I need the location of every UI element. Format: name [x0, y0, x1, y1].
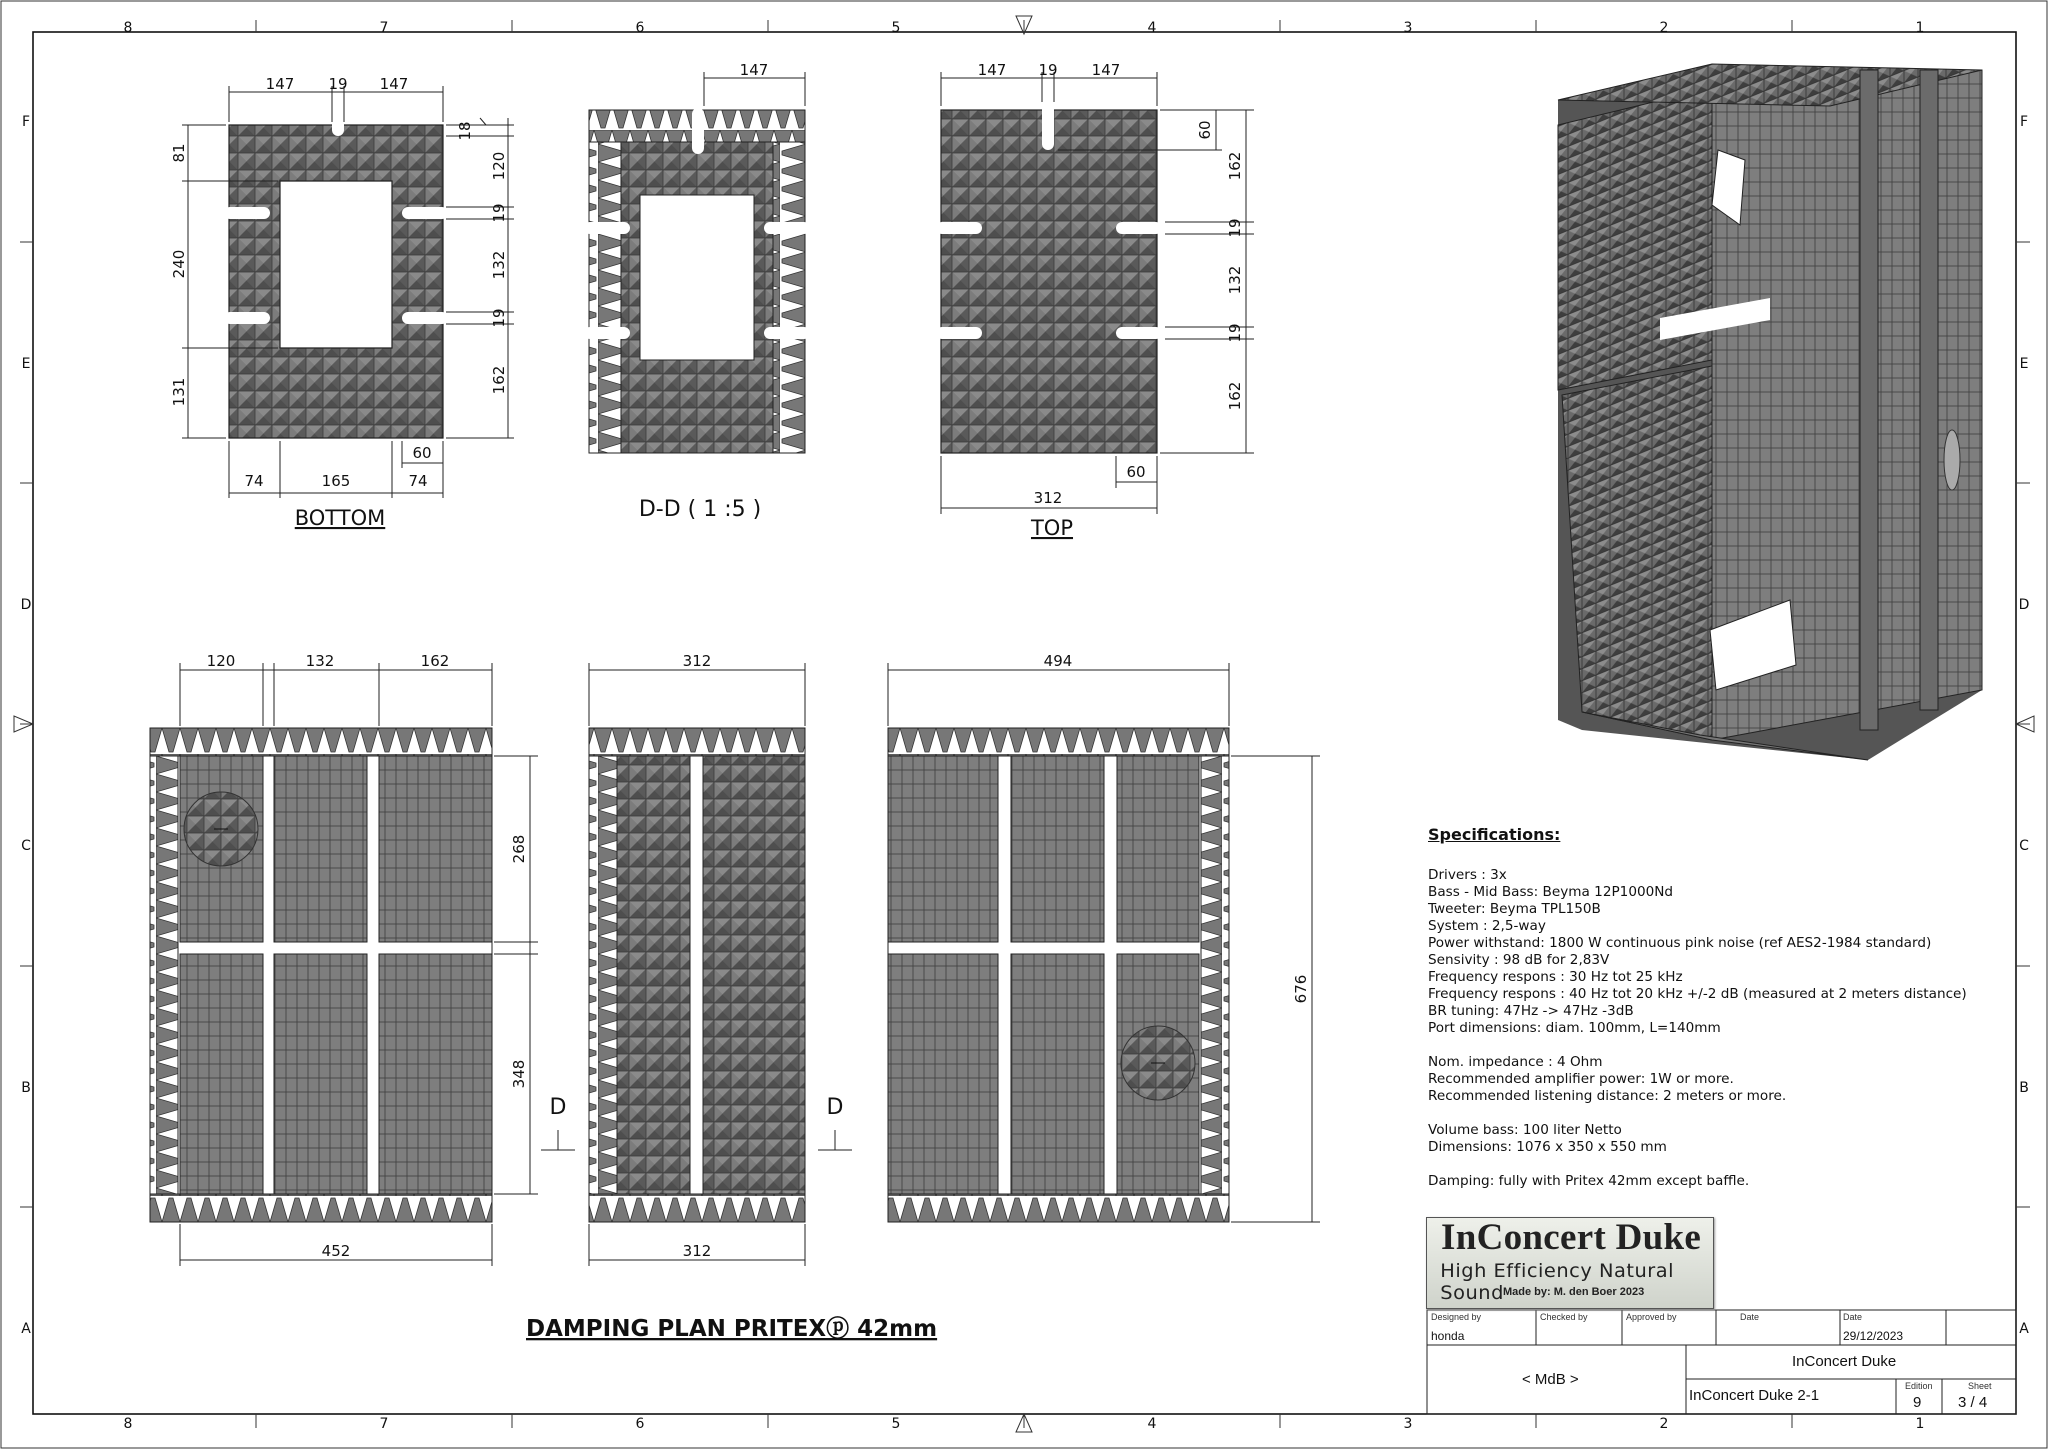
- section-marker: D: [549, 1095, 567, 1120]
- spec-line: Port dimensions: diam. 100mm, L=140mm: [1428, 1020, 1721, 1036]
- date-label: Date: [1740, 1312, 1760, 1322]
- approved-by-label: Approved by: [1626, 1312, 1677, 1322]
- spec-line: BR tuning: 47Hz -> 47Hz -3dB: [1428, 1003, 1634, 1019]
- col-label: 4: [1147, 20, 1157, 36]
- top-view: [936, 61, 1254, 540]
- dim-label: 147: [977, 61, 1007, 79]
- brand-logo: [1426, 1217, 1714, 1309]
- row-label: C: [21, 838, 31, 854]
- dim-label: 19: [1226, 323, 1244, 343]
- dim-label: 74: [244, 472, 264, 490]
- spec-line: Frequency respons : 30 Hz tot 25 kHz: [1428, 969, 1683, 985]
- dim-label: 60: [1126, 463, 1146, 481]
- view-label: BOTTOM: [294, 506, 386, 530]
- dim-label: 19: [1226, 218, 1244, 238]
- col-label: 8: [123, 1416, 133, 1432]
- col-label: 1: [1915, 1416, 1925, 1432]
- spec-line: System : 2,5-way: [1428, 918, 1546, 934]
- dim-label: 268: [510, 834, 528, 864]
- row-label: E: [21, 356, 31, 372]
- dim-label: 131: [170, 377, 188, 407]
- view-label: TOP: [1030, 516, 1074, 540]
- dim-label: 60: [412, 444, 432, 462]
- dim-label: 132: [305, 652, 335, 670]
- logo-tagline: High Efficiency Natural Sound: [1440, 1260, 1675, 1304]
- drawing-title-value: InConcert Duke: [1792, 1353, 1897, 1370]
- dim-label: 240: [170, 249, 188, 279]
- logo-name: InConcert Duke: [1441, 1217, 1702, 1258]
- sheet-label: Sheet: [1968, 1381, 1992, 1391]
- dim-label: 74: [408, 472, 428, 490]
- row-label: D: [20, 597, 32, 613]
- dim-label: 162: [490, 365, 508, 395]
- dim-label: 147: [265, 75, 295, 93]
- drawing-title: DAMPING PLAN PRITEXⓟ 42mm: [526, 1316, 938, 1342]
- spec-line: Frequency respons : 40 Hz tot 20 kHz +/-2 dB (measured at 2 meters distance): [1428, 986, 1967, 1002]
- row-label: B: [21, 1080, 31, 1096]
- dim-label: 676: [1292, 974, 1310, 1004]
- dim-label: 312: [1033, 489, 1063, 507]
- dim-label: 18: [456, 121, 474, 141]
- col-label: 2: [1659, 20, 1669, 36]
- dim-label: 19: [1038, 61, 1058, 79]
- designed-by-value: honda: [1431, 1329, 1465, 1343]
- dim-label: 81: [170, 143, 188, 163]
- spec-line: Volume bass: 100 liter Netto: [1428, 1122, 1622, 1138]
- logo-made-by: Made by: M. den Boer 2023: [1503, 1286, 1645, 1298]
- row-label: A: [21, 1321, 31, 1337]
- front-left-view: [150, 652, 538, 1266]
- spec-line: Dimensions: 1076 x 350 x 550 mm: [1428, 1139, 1667, 1155]
- dim-label: 19: [328, 75, 348, 93]
- date-value: 29/12/2023: [1843, 1329, 1904, 1343]
- view-label: D-D ( 1 :5 ): [638, 497, 762, 522]
- specs-heading: Specifications:: [1428, 825, 1561, 844]
- dim-label: 147: [1091, 61, 1121, 79]
- col-label: 2: [1659, 1416, 1669, 1432]
- col-label: 6: [635, 1416, 645, 1432]
- section-marker: D: [826, 1095, 844, 1120]
- dim-label: 165: [321, 472, 351, 490]
- spec-line: Recommended amplifier power: 1W or more.: [1428, 1071, 1734, 1087]
- front-right-view: [888, 652, 1320, 1222]
- dim-label: 147: [379, 75, 409, 93]
- dim-label: 312: [682, 1242, 712, 1260]
- dim-label: 19: [490, 203, 508, 223]
- row-label: A: [2019, 1321, 2029, 1337]
- col-label: 3: [1403, 1416, 1413, 1432]
- dim-label: 132: [490, 250, 508, 280]
- edition-value: 9: [1913, 1394, 1922, 1411]
- col-label: 6: [635, 20, 645, 36]
- col-label: 8: [123, 20, 133, 36]
- col-label: 5: [891, 20, 901, 36]
- bottom-view: [170, 75, 514, 530]
- col-label: 4: [1147, 1416, 1157, 1432]
- sheet-value: 3 / 4: [1958, 1394, 1988, 1411]
- dim-label: 452: [321, 1242, 351, 1260]
- spec-line: Damping: fully with Pritex 42mm except baffle.: [1428, 1173, 1750, 1189]
- front-middle-view: [541, 652, 852, 1266]
- dim-label: 312: [682, 652, 712, 670]
- col-label: 7: [379, 20, 389, 36]
- edition-label: Edition: [1905, 1381, 1933, 1391]
- dim-label: 162: [420, 652, 450, 670]
- dim-label: 162: [1226, 151, 1244, 181]
- isometric-view: [1558, 64, 1982, 760]
- dim-label: 120: [490, 151, 508, 181]
- row-label: E: [2019, 356, 2029, 372]
- col-label: 1: [1915, 20, 1925, 36]
- dim-label: 494: [1043, 652, 1073, 670]
- date-label-2: Date: [1843, 1312, 1863, 1322]
- spec-line: Power withstand: 1800 W continuous pink noise (ref AES2-1984 standard): [1428, 935, 1932, 951]
- dim-label: 162: [1226, 381, 1244, 411]
- specifications: [1428, 826, 1988, 1190]
- checked-by-label: Checked by: [1540, 1312, 1588, 1322]
- col-label: 7: [379, 1416, 389, 1432]
- row-label: B: [2019, 1080, 2029, 1096]
- col-label: 5: [891, 1416, 901, 1432]
- spec-line: Sensivity : 98 dB for 2,83V: [1428, 952, 1610, 968]
- dim-label: 120: [206, 652, 236, 670]
- dim-label: 132: [1226, 265, 1244, 295]
- designed-by-label: Designed by: [1431, 1312, 1482, 1322]
- spec-line: Bass - Mid Bass: Beyma 12P1000Nd: [1428, 884, 1674, 900]
- col-label: 3: [1403, 20, 1413, 36]
- dim-label: 60: [1196, 120, 1214, 140]
- spec-line: Nom. impedance : 4 Ohm: [1428, 1054, 1603, 1070]
- dim-label: 147: [739, 61, 769, 79]
- row-label: F: [2019, 114, 2029, 130]
- dim-label: 348: [510, 1059, 528, 1089]
- drawing-number: InConcert Duke 2-1: [1689, 1387, 1820, 1404]
- dim-label: 19: [490, 308, 508, 328]
- spec-line: Tweeter: Beyma TPL150B: [1428, 901, 1601, 917]
- row-label: C: [2019, 838, 2029, 854]
- spec-line: Recommended listening distance: 2 meters or more.: [1428, 1088, 1787, 1104]
- row-label: F: [21, 114, 31, 130]
- spec-line: Drivers : 3x: [1428, 867, 1507, 883]
- row-label: D: [2018, 597, 2030, 613]
- author-value: < MdB >: [1522, 1371, 1579, 1388]
- section-view-dd: [584, 61, 810, 522]
